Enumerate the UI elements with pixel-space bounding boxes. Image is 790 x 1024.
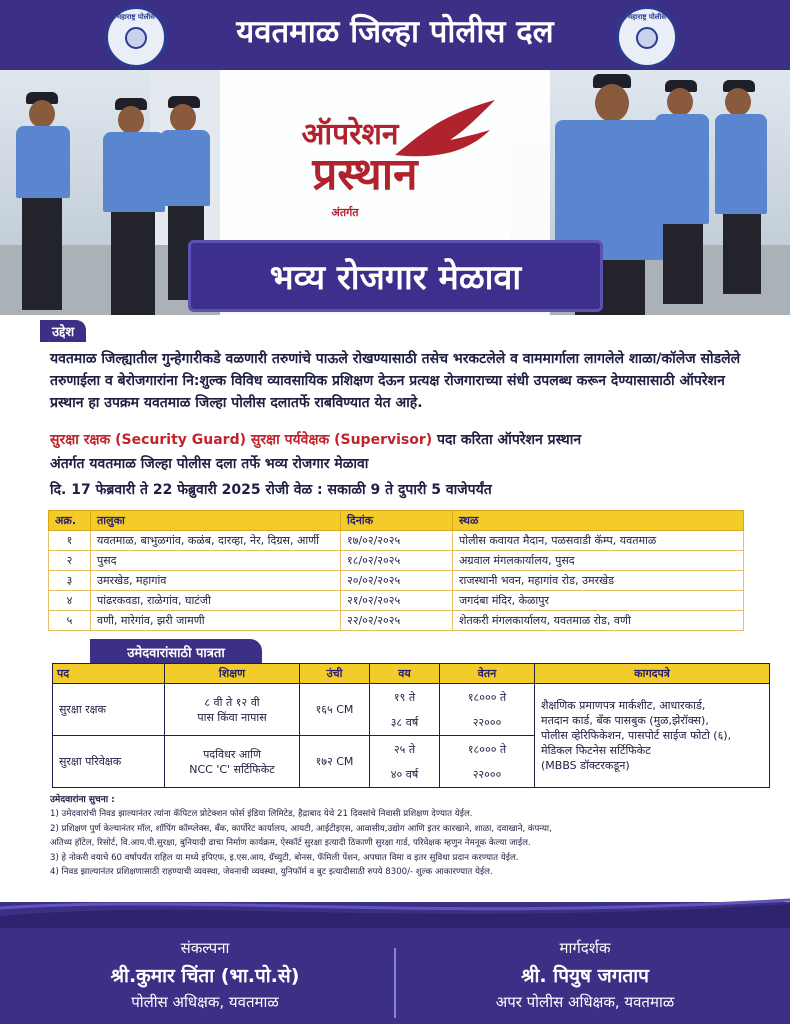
salary-cell	[440, 736, 535, 788]
schedule-header-row	[49, 511, 744, 531]
police-emblem-right-icon	[616, 6, 678, 68]
document-line: मेडिकल फिटनेस सर्टिफिकेट	[541, 744, 651, 757]
eligibility-table	[52, 663, 770, 788]
credit-designation: अपर पोलीस अधिक्षक, यवतमाळ	[495, 993, 675, 1011]
job-fair-banner	[188, 240, 603, 312]
date-cell: २०/०२/२०२५	[341, 571, 453, 591]
taluka-cell: वणी, मारेगांव, झरी जामणी	[91, 611, 341, 631]
credit-name: श्री. पियुष जगताप	[521, 965, 649, 987]
emblem-text: महाराष्ट्र पोलीस	[117, 13, 155, 21]
purpose-tag: उद्देश	[40, 320, 86, 342]
age-line: २५ ते	[393, 742, 416, 756]
date-cell: २१/०२/२०२५	[341, 591, 453, 611]
document-line: मतदान कार्ड, बँक पासबुक (मुळ,झेरॉक्स),	[541, 714, 709, 727]
taluka-cell: यवतमाळ, बाभुळगांव, कळंब, दारव्हा, नेर, दिग्रस, आर्णी	[91, 531, 341, 551]
table-row	[53, 684, 770, 736]
table-row	[49, 531, 744, 551]
note-item: अतिथ्य हॉटेल, रिसोर्ट, वि.आय.पी.सुरक्षा, बुनियादी ढाचा निर्माण कार्यक्रम, ऐस्कॉर्ट सुरक्षा इत्यादी ठिकाणी सुरक्षा गार्ड, परिवेक्षक म्हणुन नेमनूक केल्या जाईल.	[50, 838, 531, 849]
table-row	[49, 591, 744, 611]
venue-cell: राजस्थानी भवन, महागांव रोड, उमरखेड	[453, 571, 744, 591]
document-line: (MBBS डॉक्टरकडून)	[541, 759, 630, 772]
education-cell	[165, 736, 300, 788]
banner-title: भव्य रोजगार मेळावा	[269, 258, 522, 298]
education-cell	[165, 684, 300, 736]
column-header: स्थळ	[453, 511, 744, 531]
salary-line: २२०००	[472, 715, 502, 729]
row-number: २	[49, 551, 91, 571]
note-item: 1) उमेदवारांची निवड झाल्यानंतर त्यांना कॅपिटल प्रोटेक्शन फोर्स इंडिया लिमिटेड, हैद्राबाद येथे 21 दिवसांचे निवासी प्रशिक्षण देण्यात येईल.	[50, 809, 473, 819]
column-header: वेतन	[440, 664, 535, 684]
row-number: १	[49, 531, 91, 551]
age-line: १९ ते	[393, 690, 416, 704]
post-cell: सुरक्षा रक्षक	[53, 684, 165, 736]
notes-list	[50, 807, 762, 880]
table-row	[49, 611, 744, 631]
row-number: ४	[49, 591, 91, 611]
eligibility-tag: उमेदवारांसाठी पात्रता	[90, 639, 262, 663]
date-time-line: दि. 17 फेब्रवारी ते 22 फेब्रुवारी 2025 रोजी वेळ : सकाळी 9 ते दुपारी 5 वाजेपर्यंत	[50, 482, 492, 498]
education-line: पास किंवा नापास	[197, 710, 267, 724]
date-cell: १७/०२/२०२५	[341, 531, 453, 551]
footer-wave	[0, 898, 790, 928]
concept-credit	[40, 938, 370, 1012]
column-header: शिक्षण	[165, 664, 300, 684]
credit-role: संकल्पना	[180, 939, 230, 957]
salary-line: २२०००	[472, 767, 502, 781]
venue-cell: पोलीस कवायत मैदान, पळसवाडी कॅम्प, यवतमाळ	[453, 531, 744, 551]
education-line: NCC 'C' सर्टिफिकेट	[189, 762, 275, 776]
note-item: 2) प्रशिक्षण पुर्ण केल्यानंतर मॉल, शॉपिंग कॉम्प्लेक्स, बँक, कार्पोरेट कार्यालय, आयटी, आईटीइएस, आवासीय,उद्योग आणि इतर कारखाने, शाळा, दवाखाने, कंपन्या,	[50, 823, 552, 834]
credit-name: श्री.कुमार चिंता (भा.पो.से)	[110, 965, 300, 987]
page-title: यवतमाळ जिल्हा पोलीस दल	[236, 14, 554, 50]
venue-cell: अग्रवाल मंगलकार्यालय, पुसद	[453, 551, 744, 571]
education-line: ८ वी ते १२ वी	[204, 695, 260, 709]
height-cell: १६५ CM	[300, 684, 370, 736]
salary-line: १८००० ते	[467, 742, 507, 756]
age-cell	[370, 736, 440, 788]
table-row	[49, 551, 744, 571]
row-number: ५	[49, 611, 91, 631]
positions-line	[50, 430, 762, 449]
credit-designation: पोलीस अधिक्षक, यवतमाळ	[131, 993, 279, 1011]
column-header: तालुका	[91, 511, 341, 531]
operation-title: ऑपरेशन	[301, 117, 399, 152]
schedule-table	[48, 510, 744, 631]
age-line: ४० वर्ष	[390, 767, 419, 781]
post-cell: सुरक्षा परिवेक्षक	[53, 736, 165, 788]
column-header: अक्र.	[49, 511, 91, 531]
positions-rest: पदा करिता ऑपरेशन प्रस्थान	[432, 432, 582, 448]
organizer-line: अंतर्गत यवतमाळ जिल्हा पोलीस दला तर्फे भव्य रोजगार मेळावा	[50, 456, 369, 472]
column-header: वय	[370, 664, 440, 684]
emblem-text: महाराष्ट्र पोलीस	[628, 13, 666, 21]
footer-divider	[394, 948, 396, 1018]
row-number: ३	[49, 571, 91, 591]
positions-highlight: सुरक्षा रक्षक (Security Guard) सुरक्षा पर्यवेक्षक (Supervisor)	[50, 432, 433, 448]
column-header: दिनांक	[341, 511, 453, 531]
note-item: 4) निवड झाल्यानंतर प्रशिक्षणासाठी राहण्याची व्यवस्था, जेवनाची व्यवस्था, युनिफॉर्म व बुट इत्यादीसाठी रुपये 8300/- शुल्क आकारण्यात येईल.	[50, 867, 493, 878]
taluka-cell: उमरखेड, महागांव	[91, 571, 341, 591]
prasthan-title: प्रस्थान	[312, 149, 418, 200]
taluka-cell: पुसद	[91, 551, 341, 571]
purpose-text: यवतमाळ जिल्ह्यातील गुन्हेगारीकडे वळणारी तरुणांचे पाऊले रोखण्यासाठी तसेच भरकटलेले व वाममार्गाला लागलेले शाळा/कॉलेज सोडलेले तरुणाईला व बेरोजगारांना नि:शुल्क विविध व्यावसायिक प्रशिक्षण देऊन प्रत्यक्ष रोजगाराच्या संधी उपलब्ध करून देण्यासासाठी ऑपरेशन प्रस्थान हा उपक्रम यवतमाळ जिल्हा पोलीस दलातर्फे राबविण्यात येत आहे.	[50, 351, 741, 411]
venue-cell: शेतकरी मंगलकार्यालय, यवतमाळ रोड, वणी	[453, 611, 744, 631]
guide-credit	[420, 938, 750, 1012]
column-header: उंची	[300, 664, 370, 684]
age-line: ३८ वर्ष	[390, 715, 419, 729]
note-item: 3) हे नोकरी वयाचे 60 वर्षापर्यंत राहिल या मध्ये इपिएफ, इ.एस.आय, ग्रॅच्युटी, बोनस, फॅमिली पेंशन, अपघात विमा व इतर सुविधा प्रदान करण्यात येईल.	[50, 852, 519, 863]
venue-cell: जगदंबा मंदिर, केळापुर	[453, 591, 744, 611]
date-cell: १८/०२/२०२५	[341, 551, 453, 571]
height-cell: १७२ CM	[300, 736, 370, 788]
salary-cell	[440, 684, 535, 736]
date-cell: २२/०२/२०२५	[341, 611, 453, 631]
taluka-cell: पांढरकवडा, राळेगांव, घाटंजी	[91, 591, 341, 611]
education-line: पदविधर आणि	[203, 747, 261, 761]
salary-line: १८००० ते	[467, 690, 507, 704]
column-header: कागदपत्रे	[535, 664, 770, 684]
eligibility-header-row	[53, 664, 770, 684]
notes-title: उमेदवारांना सुचना :	[50, 795, 115, 805]
document-line: शैक्षणिक प्रमाणपत्र मार्कशीट, आधारकार्ड,	[541, 699, 706, 712]
column-header: पद	[53, 664, 165, 684]
age-cell	[370, 684, 440, 736]
document-line: पोलीस व्हेरिफिकेशन, पासपोर्ट साईज फोटो (६),	[541, 729, 732, 742]
antargat-label: अंतर्गत	[331, 206, 359, 219]
table-row	[49, 571, 744, 591]
emblem-star-icon	[636, 27, 658, 49]
documents-cell	[535, 684, 770, 788]
credit-role: मार्गदर्शक	[559, 939, 611, 957]
